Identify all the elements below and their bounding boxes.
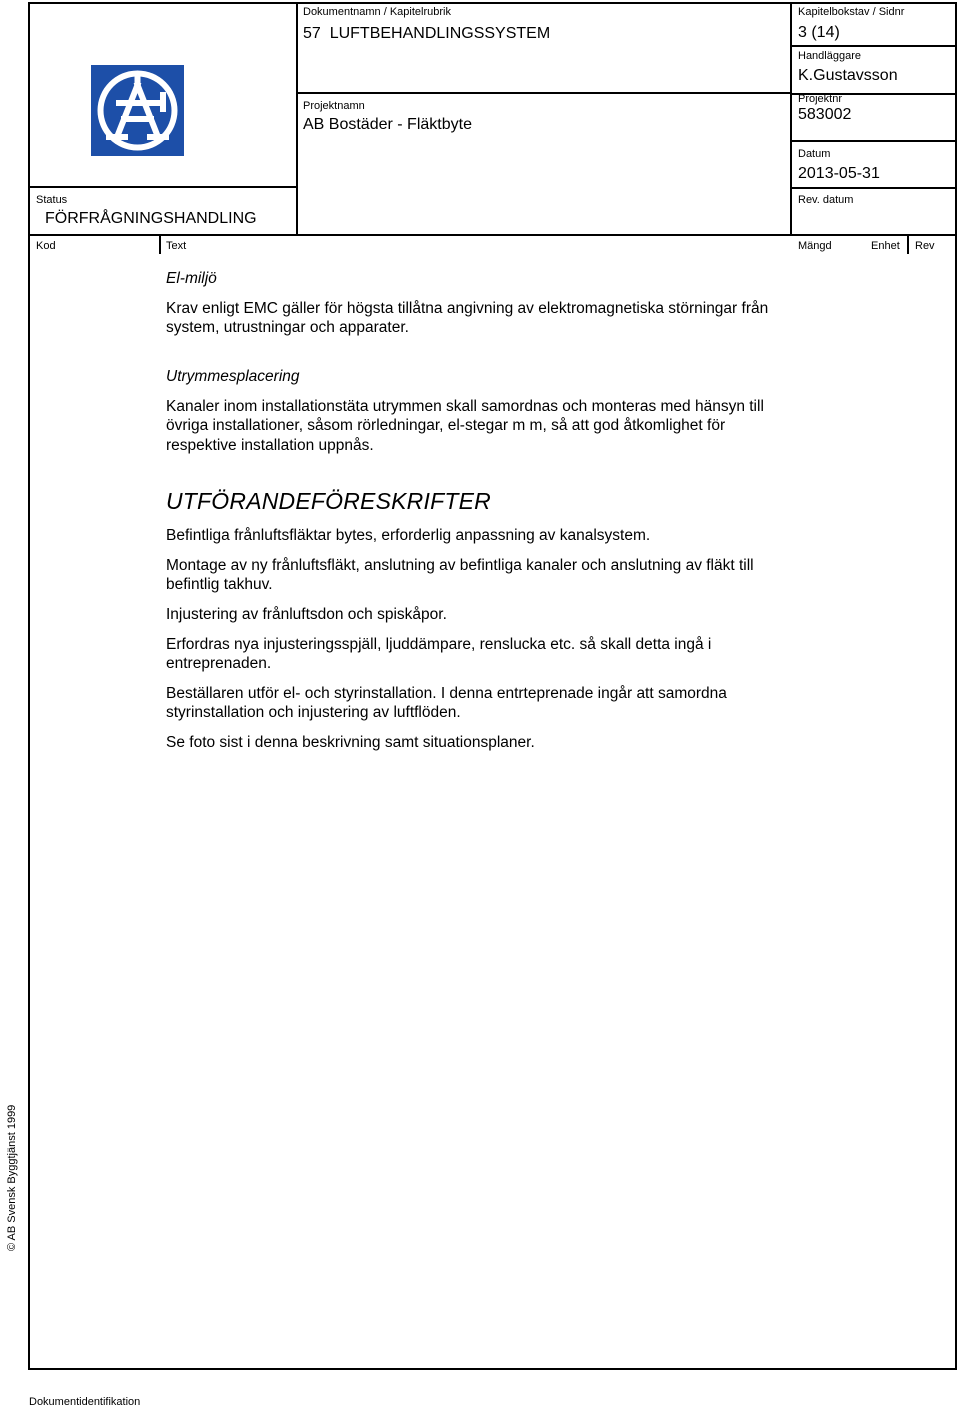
projektnr-value: 583002 bbox=[798, 106, 852, 123]
paragraph-1: Befintliga frånluftsfläktar bytes, erforderlig anpassning av kanalsystem. bbox=[166, 527, 651, 544]
column-header-kod: Kod bbox=[36, 240, 56, 252]
column-header-mangd: Mängd bbox=[798, 240, 832, 252]
handlaggare-value: K.Gustavsson bbox=[798, 67, 898, 84]
header-bottom-line bbox=[28, 234, 957, 236]
column-header-text: Text bbox=[166, 240, 187, 252]
projektnr-label: Projektnr bbox=[798, 93, 843, 105]
projektnamn-label: Projektnamn bbox=[303, 100, 365, 112]
handlaggare-label: Handläggare bbox=[798, 50, 861, 62]
header-divider-right bbox=[790, 2, 792, 234]
paragraph-3: Injustering av frånluftsdon och spiskåpor. bbox=[166, 606, 447, 623]
kapitel-value: 3 (14) bbox=[798, 24, 840, 41]
column-header-rev: Rev bbox=[915, 240, 935, 252]
dokumentnamn-label: Dokumentnamn / Kapitelrubrik bbox=[303, 6, 451, 18]
revdatum-label: Rev. datum bbox=[798, 194, 854, 206]
utrymme-heading: Utrymmesplacering bbox=[166, 368, 300, 385]
kapitel-bottom-line bbox=[790, 45, 957, 47]
af-logo-icon bbox=[91, 65, 184, 156]
header-divider-left bbox=[296, 2, 298, 234]
elmiljo-text: Krav enligt EMC gäller för högsta tillåtna angivning av elektromagnetiska störningar från system, utrustningar och apparater. bbox=[166, 300, 769, 337]
paragraph-4: Erfordras nya injusteringsspjäll, ljuddämpare, renslucka etc. så skall detta ingå i entreprenaden. bbox=[166, 636, 712, 673]
projekt-top-line bbox=[296, 92, 790, 94]
datum-bottom-line bbox=[790, 187, 957, 189]
dokumentnamn-value: 57 LUFTBEHANDLINGSSYSTEM bbox=[303, 25, 551, 42]
copyright-text: © AB Svensk Byggtjänst 1999 bbox=[6, 1104, 18, 1251]
datum-value: 2013-05-31 bbox=[798, 165, 880, 182]
utrymme-text: Kanaler inom installationstäta utrymmen skall samordnas och monteras med hänsyn till övriga installationer, såsom rörledningar, el-stegar m m, så att god åtkomlighet för respektive installation uppnås. bbox=[166, 398, 764, 454]
projektnamn-value: AB Bostäder - Fläktbyte bbox=[303, 116, 472, 133]
status-top-line bbox=[28, 186, 296, 188]
paragraph-2: Montage av ny frånluftsfläkt, anslutning av befintliga kanaler och anslutning av fläkt till befintlig takhuv. bbox=[166, 557, 754, 594]
elmiljo-heading: El-miljö bbox=[166, 270, 217, 287]
kapitel-label: Kapitelbokstav / Sidnr bbox=[798, 6, 905, 18]
status-value: FÖRFRÅGNINGSHANDLING bbox=[45, 210, 257, 227]
column-header-enhet: Enhet bbox=[871, 240, 900, 252]
projektnr-bottom-line bbox=[790, 140, 957, 142]
enhet-column-divider bbox=[907, 236, 909, 254]
utforande-heading: UTFÖRANDEFÖRESKRIFTER bbox=[166, 488, 491, 514]
paragraph-6: Se foto sist i denna beskrivning samt situationsplaner. bbox=[166, 734, 535, 751]
datum-label: Datum bbox=[798, 148, 831, 160]
status-label: Status bbox=[36, 194, 68, 206]
dokumentidentifikation-label: Dokumentidentifikation bbox=[29, 1396, 141, 1408]
kod-column-divider bbox=[159, 236, 161, 254]
paragraph-5: Beställaren utför el- och styrinstallation. I denna entrteprenade ingår att samordna styrinstallation och injustering av luftflöden. bbox=[166, 685, 727, 722]
